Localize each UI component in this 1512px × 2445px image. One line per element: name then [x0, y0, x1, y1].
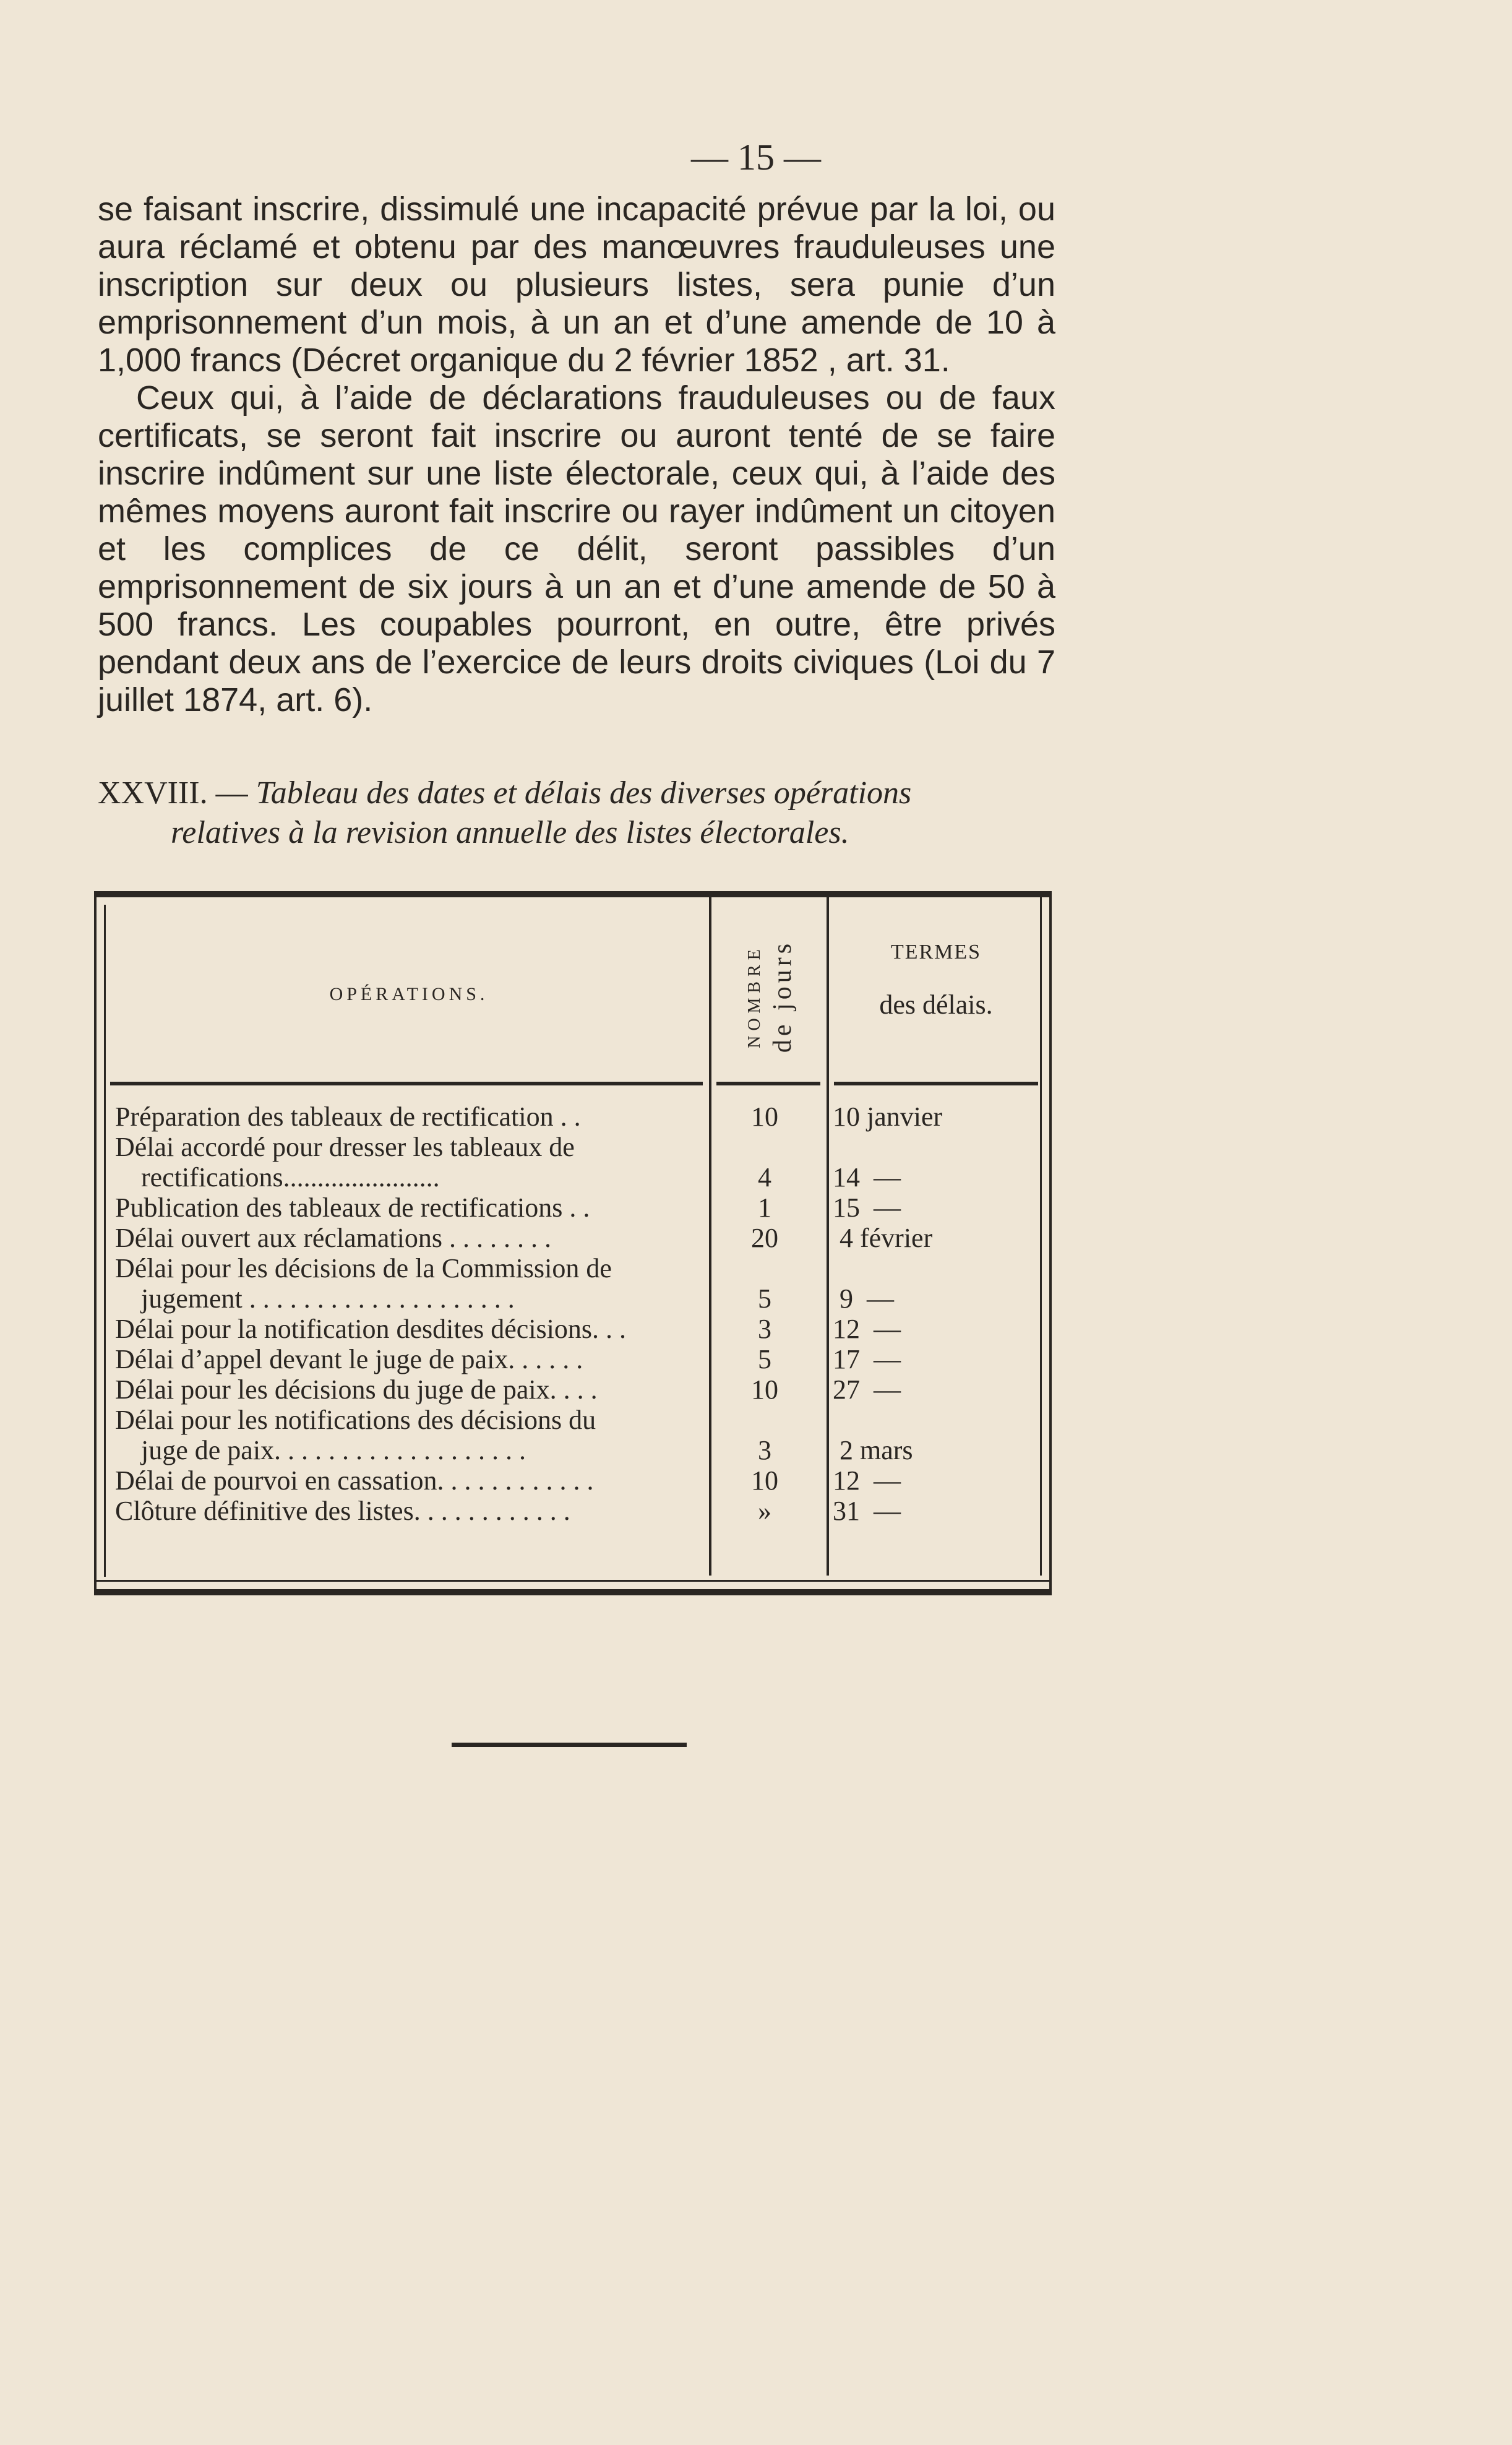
row-operation: Clôture définitive des listes. . . . . . . . . . . .	[115, 1496, 570, 1526]
row-operation: Délai accordé pour dresser les tableaux de	[115, 1132, 575, 1162]
row-term: 14 —	[833, 1162, 901, 1192]
row-days: 5	[758, 1283, 771, 1314]
table-row	[115, 1223, 1043, 1253]
row-term: 12 —	[833, 1314, 901, 1344]
section-title-line2: relatives à la revision annuelle des listes électorales.	[171, 815, 849, 850]
table-row	[115, 1496, 1043, 1526]
row-term: 31 —	[833, 1496, 901, 1526]
row-days: 10	[751, 1102, 778, 1132]
table-row	[115, 1465, 1043, 1496]
table-row	[115, 1344, 1043, 1374]
header-nombre-line1: NOMBRE	[745, 944, 764, 1048]
section-title-line1: Tableau des dates et délais des diverses opérations	[256, 775, 912, 811]
paragraph-1: se faisant inscrire, dissimulé une incapacité prévue par la loi, ou aura réclamé et obtenu par des manœuvres frauduleuses une inscription sur deux ou plusieurs listes, sera punie d’un emprisonnement d’un mois, à un an et d’une amende de 10 à 1,000 francs (Décret organique du 2 février 1852 , art. 31.	[98, 191, 1055, 379]
section-number: XXVIII. —	[98, 775, 248, 811]
header-operations: OPÉRATIONS.	[329, 984, 489, 1004]
row-days: 10	[751, 1374, 778, 1405]
row-operation: Délai ouvert aux réclamations . . . . . . . .	[115, 1223, 552, 1253]
row-operation: Délai pour les décisions du juge de paix. . . .	[115, 1374, 598, 1405]
row-days: 3	[758, 1314, 771, 1344]
row-days: 5	[758, 1344, 771, 1374]
schedule-table	[94, 891, 1052, 1595]
row-term: 10 janvier	[833, 1102, 943, 1132]
header-nombre	[720, 922, 819, 1071]
header-termes-line1: TERMES	[890, 941, 982, 964]
row-days: 20	[751, 1223, 778, 1253]
row-operation: Délai pour les notifications des décisions du	[115, 1405, 596, 1435]
row-term: 9 —	[833, 1283, 894, 1314]
paragraph-2: Ceux qui, à l’aide de déclarations frauduleuses ou de faux certificats, se seront fait inscrire ou auront tenté de se faire inscrire indûment sur une liste électorale, ceux qui, à l’aide des mêmes moyens auront fait inscrire ou rayer indûment un citoyen et les complices de ce délit, seront passibles d’un emprisonnement de six jours à un an et d’une amende de 50 à 500 francs. Les coupables pourront, en outre, être privés pendant deux ans de l’exercice de leurs droits civiques (Loi du 7 juillet 1874, art. 6).	[98, 379, 1055, 718]
table-row	[115, 1192, 1043, 1223]
header-termes-line2: des délais.	[879, 990, 993, 1020]
table-row	[115, 1253, 1043, 1314]
row-term: 17 —	[833, 1344, 901, 1374]
row-term: 27 —	[833, 1374, 901, 1405]
page-number: — 15 —	[691, 137, 821, 178]
table-body	[115, 1102, 1043, 1526]
row-days: 10	[751, 1465, 778, 1496]
row-operation: Publication des tableaux de rectifications . .	[115, 1192, 590, 1223]
body-text	[98, 191, 1055, 719]
row-days: 3	[758, 1435, 771, 1465]
header-nombre-line2: de jours	[768, 939, 797, 1053]
row-operation-cont: juge de paix. . . . . . . . . . . . . . . . . . .	[141, 1435, 526, 1465]
row-term: 4 février	[833, 1223, 933, 1253]
row-term: 15 —	[833, 1192, 901, 1223]
row-operation: Délai pour les décisions de la Commission de	[115, 1253, 612, 1283]
row-term: 12 —	[833, 1465, 901, 1496]
header-rule	[716, 1082, 820, 1085]
row-operation: Délai d’appel devant le juge de paix. . . . . .	[115, 1344, 583, 1374]
row-operation: Délai de pourvoi en cassation. . . . . . . . . . . .	[115, 1465, 594, 1496]
header-rule	[834, 1082, 1038, 1085]
row-days: »	[758, 1496, 771, 1526]
table-row	[115, 1374, 1043, 1405]
row-term: 2 mars	[833, 1435, 913, 1465]
row-operation-cont: jugement . . . . . . . . . . . . . . . . . . . .	[141, 1283, 515, 1314]
section-title	[98, 774, 1063, 853]
header-termes	[834, 941, 1038, 1020]
table-row	[115, 1314, 1043, 1344]
row-operation: Délai pour la notification desdites décisions. . .	[115, 1314, 627, 1344]
table-row	[115, 1405, 1043, 1465]
table-row	[115, 1132, 1043, 1192]
table-row	[115, 1102, 1043, 1132]
end-rule	[452, 1743, 687, 1747]
row-operation-cont: rectifications.......................	[141, 1162, 440, 1192]
row-days: 1	[758, 1192, 771, 1223]
row-operation: Préparation des tableaux de rectification . .	[115, 1102, 581, 1132]
row-days: 4	[758, 1162, 771, 1192]
header-rule	[110, 1082, 703, 1085]
